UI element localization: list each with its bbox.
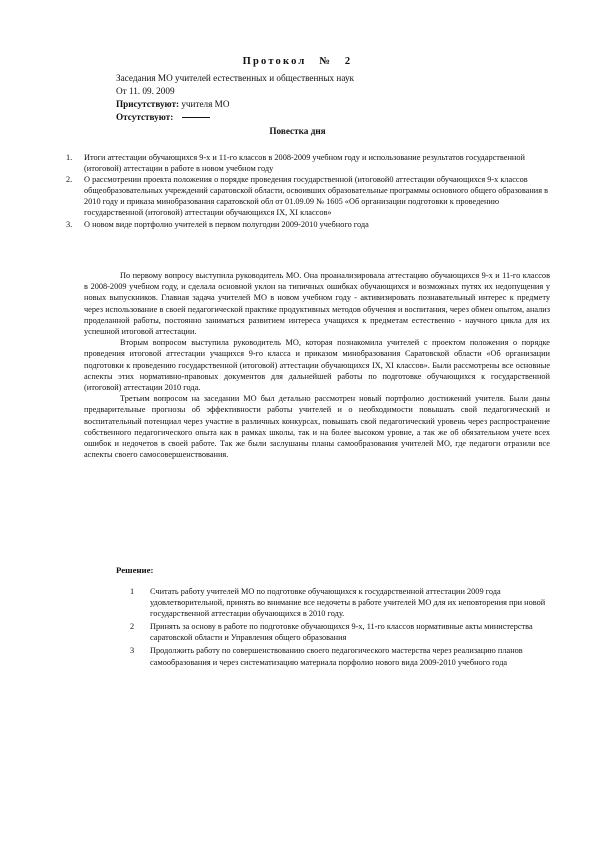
decision-list [130, 586, 550, 670]
decision-item [130, 621, 550, 643]
agenda-item [66, 152, 548, 174]
decision-item-text: Продолжить работу по совершенствованию своего педагогического мастерства через реализацию планов самообразования и через систематизацию материала порфолио нового вида 2009-2010 учебного года [150, 646, 523, 667]
decision-item-text: Принять за основу в работе по подготовке обучающихся 9-х, 11-го классов нормативные акты министерства саратовской области и Управления общего образования [150, 622, 533, 643]
absent-label: Отсутствуют: [116, 112, 174, 122]
present-label: Присутствуют: [116, 99, 180, 109]
agenda-item-number: 2. [66, 175, 73, 185]
minutes-body [84, 270, 550, 460]
agenda-item [66, 174, 548, 218]
agenda-item-number: 1. [66, 153, 73, 162]
decision-item [130, 586, 550, 619]
absent-row [116, 111, 354, 124]
agenda-list [66, 152, 548, 230]
protocol-title: Протокол № 2 [242, 56, 353, 67]
meeting-name: Заседания МО учителей естественных и общественных наук [116, 73, 354, 83]
body-paragraph: Третьим вопросом на заседании МО был детально рассмотрен новый портфолио достижений учителя. Были даны предварительные прогнозы об эффективности работы учителей и о необходимости повышать свой педагогический и воспитательный потенциал через участие в различных конкурсах, повышать свой педагогический уровень через распространение собственного педагогического опыта как в рамках школы, так и на более высоком уровне, а так же об обязательном учете всех ошибок и недочетов в своей работе. Так же были заслушаны планы самообразования учителей МО, где педагоги отразили все аспекты своего самосовершенствования. [84, 394, 550, 460]
decision-item-number: 2 [130, 622, 135, 632]
agenda-item-text: О рассмотрении проекта положения о порядке проведения государственной (итоговой0 аттестации обучающихся 9-х классов общеобразовательных учреждений саратовской области, освоивших образовательные программы основного общего образования в 2010 году и приказа минобразования саратовской обл от 01.09.09 № 1605 «Об организации подготовки к проведению государственной (итоговой) аттестации обучающихся IX, XI классов» [84, 175, 549, 218]
agenda-item [66, 219, 548, 230]
meeting-date: От 11. 09. 2009 [116, 86, 175, 96]
decision-item-number: 3 [130, 646, 135, 656]
decision-item [130, 645, 550, 667]
agenda-item-text: О новом виде портфолио учителей в первом полугодии 2009-2010 учебного года [84, 219, 369, 229]
decision-item-text: Считать работу учителей МО по подготовке обучающихся к государственной аттестации 2009 года удовлетворительной, принять во внимание все недочеты в работе учителей МО для их неповторения при новой государственной аттестации обучающихся в 2010 году. [150, 587, 546, 619]
agenda-item-text: Итоги аттестации обучающихся 9-х и 11-го классов в 2008-2009 учебном году и использование результатов государственной (итоговой) аттестации в работе в новом учебном году [84, 153, 525, 174]
absent-dash [182, 117, 210, 118]
present-row [116, 98, 354, 111]
decision-item-number: 1 [130, 587, 135, 596]
body-paragraph: Вторым вопросом выступила руководитель МО, которая познакомила учителей с проектом положения о порядке проведения итоговой аттестации учащихся 9-го класса и приказом минобразования Саратовской области «Об организации подготовки к проведению государственной (итоговой) аттестации обучающихся IX, XI классов». Были рассмотрены все основные аспекты этих нормативно-правовых документов для дальнейшей работы по подготовке обучающихся к государственной (итоговой) аттестации 2010 года. [84, 338, 550, 393]
decision-title: Решение: [116, 565, 154, 575]
meeting-meta [116, 72, 354, 124]
body-paragraph: По первому вопросу выступила руководитель МО. Она проанализировала аттестацию обучающихся 9-х и 11-го классов в 2008-2009 учебном году, и сделала основной уклон на типичных ошибках обучающихся и возможных путях их недопущения у новых выпускников. Главная задача учителей МО в новом учебном году - активизировать познавательный интерес к предмету через использование в своей педагогической практике продуктивных методов обучения и воспитания, через обмен опытом, анализ проделанной работы, постоянно заниматься развитием интереса учащихся к предметам естественно - научного цикла для их успешной итоговой аттестации. [84, 271, 550, 337]
agenda-title: Повестка дня [269, 126, 326, 136]
agenda-item-number: 3. [66, 219, 73, 229]
present-value: учителя МО [181, 99, 230, 109]
